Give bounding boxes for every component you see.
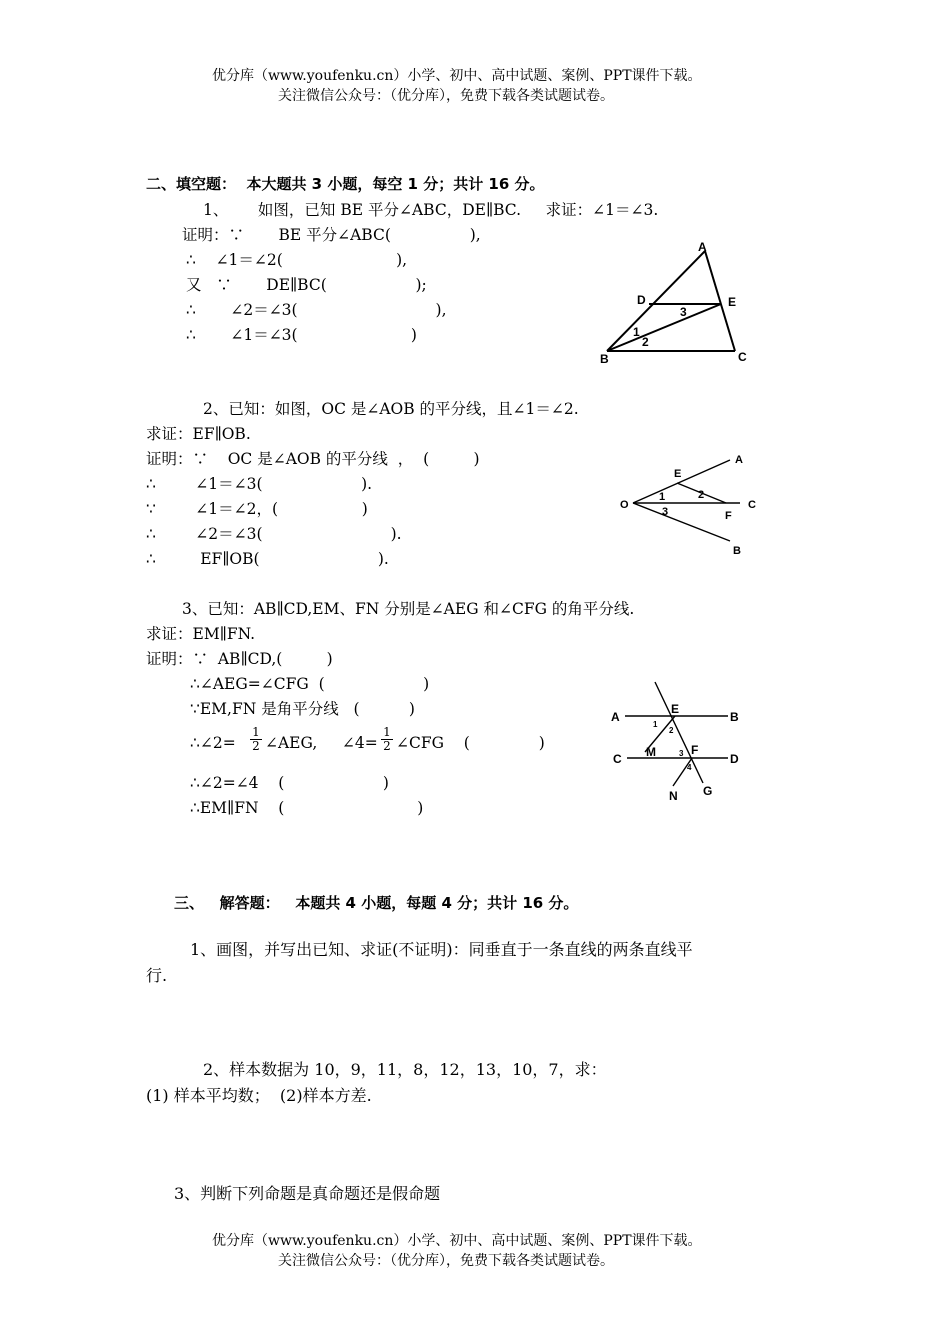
s3-q2-line2: (1) 样本平均数； (2)样本方差.	[146, 1086, 372, 1105]
q3-label-B: B	[730, 710, 739, 724]
q2-label-B: B	[733, 545, 741, 557]
section3-title: 三、 解答题： 本题共 4 小题，每题 4 分；共计 16 分。	[174, 894, 579, 912]
q2-prove: 求证：EF∥OB.	[146, 425, 251, 443]
header-line-1: 优分库（www.youfenku.cn）小学、初中、高中试题、案例、PPT课件下载。	[212, 68, 702, 84]
q3-stem: 3、已知：AB∥CD,EM、FN 分别是∠AEG 和∠CFG 的角平分线.	[182, 600, 635, 618]
q2-label-O: O	[620, 499, 629, 511]
q3-proof-line: ∴∠AEG=∠CFG ( )	[190, 675, 430, 693]
q3-angle-4: 4	[687, 763, 692, 772]
q3-label-E: E	[671, 702, 680, 716]
q2-proof-line: 证明：∵ OC 是∠AOB 的平分线 ， ( )	[146, 450, 480, 468]
q1-stem: 1、 如图，已知 BE 平分∠ABC，DE∥BC. 求证：∠1＝∠3.	[203, 201, 659, 219]
q1-label-A: A	[698, 240, 707, 254]
s3-q2-line1: 2、样本数据为 10，9，11，8，12，13，10，7，求：	[203, 1060, 607, 1079]
q2-proof-line: ∴ ∠2＝∠3( ).	[146, 525, 402, 543]
q2-angle-2: 2	[698, 489, 705, 501]
q3-angle-2: 2	[669, 726, 674, 735]
q3-label-F: F	[691, 743, 699, 757]
s3-q1-line1: 1、画图，并写出已知、求证(不证明)：同垂直于一条直线的两条直线平	[190, 940, 693, 959]
q2-angle-figure	[618, 448, 768, 560]
q3-proof-line: 证明：∵ AB∥CD,( )	[146, 650, 333, 668]
header-line-2: 关注微信公众号：（优分库），免费下载各类试题试卷。	[278, 88, 614, 104]
q1-proof-line: 证明：∵ BE 平分∠ABC( ),	[182, 226, 481, 244]
q1-angle-3: 3	[680, 305, 687, 319]
q2-proof-line: ∴ EF∥OB( ).	[146, 550, 389, 568]
q2-label-A: A	[735, 454, 743, 466]
footer-line-1: 优分库（www.youfenku.cn）小学、初中、高中试题、案例、PPT课件下载。	[212, 1233, 702, 1249]
q3-label-M: M	[646, 745, 656, 759]
q3-angle-1: 1	[653, 720, 658, 729]
q3-label-D: D	[730, 752, 739, 766]
q3-label-A: A	[611, 710, 620, 724]
q1-label-C: C	[738, 350, 747, 364]
q2-label-E: E	[674, 468, 682, 480]
q3-parallel-figure	[605, 678, 755, 803]
s3-q1-line2: 行.	[146, 966, 168, 985]
q1-angle-2: 2	[642, 335, 649, 349]
q3-half-part1: ∴∠2=	[190, 734, 236, 752]
q1-proof-line: ∴ ∠1＝∠2( ),	[186, 251, 408, 269]
q1-triangle-figure	[595, 238, 765, 370]
s3-q3-line1: 3、判断下列命题是真命题还是假命题	[174, 1184, 441, 1203]
q2-proof-line: ∵ ∠1＝∠2，( )	[146, 500, 368, 518]
q3-half-part3: ∠CFG ( )	[396, 734, 545, 752]
q3-fraction-half: $\frac{1}{2}$	[250, 726, 262, 753]
q3-fraction-half: $\frac{1}{2}$	[381, 726, 393, 753]
q3-proof-line: ∴∠2=∠4 ( )	[190, 774, 389, 792]
q1-label-E: E	[728, 295, 737, 309]
q1-proof-line: ∴ ∠1＝∠3( )	[186, 326, 417, 344]
q2-stem: 2、已知：如图，OC 是∠AOB 的平分线，且∠1＝∠2.	[203, 400, 579, 418]
q1-label-B: B	[600, 352, 609, 366]
q3-proof-line: ∴EM∥FN ( )	[190, 799, 424, 817]
section2-title: 二、填空题： 本大题共 3 小题，每空 1 分；共计 16 分。	[146, 175, 545, 193]
q3-angle-3: 3	[679, 749, 684, 758]
footer-line-2: 关注微信公众号：（优分库），免费下载各类试题试卷。	[278, 1253, 614, 1269]
q3-half-part2: ∠AEG, ∠4=	[265, 734, 378, 752]
q2-angle-1: 1	[659, 491, 666, 503]
q1-proof-line: 又 ∵ DE∥BC( );	[186, 276, 427, 294]
q1-angle-1: 1	[633, 325, 640, 339]
q2-label-C: C	[748, 499, 756, 511]
q1-label-D: D	[637, 293, 646, 307]
q1-proof-line: ∴ ∠2＝∠3( ),	[186, 301, 447, 319]
q2-proof-line: ∴ ∠1＝∠3( ).	[146, 475, 373, 493]
q3-label-C: C	[613, 752, 622, 766]
q2-angle-3: 3	[662, 506, 669, 518]
q3-proof-line: ∵EM,FN 是角平分线 ( )	[190, 700, 415, 718]
q3-prove: 求证：EM∥FN.	[146, 625, 256, 643]
q3-label-N: N	[669, 789, 678, 803]
q2-label-F: F	[725, 510, 732, 522]
q3-label-G: G	[703, 784, 713, 798]
